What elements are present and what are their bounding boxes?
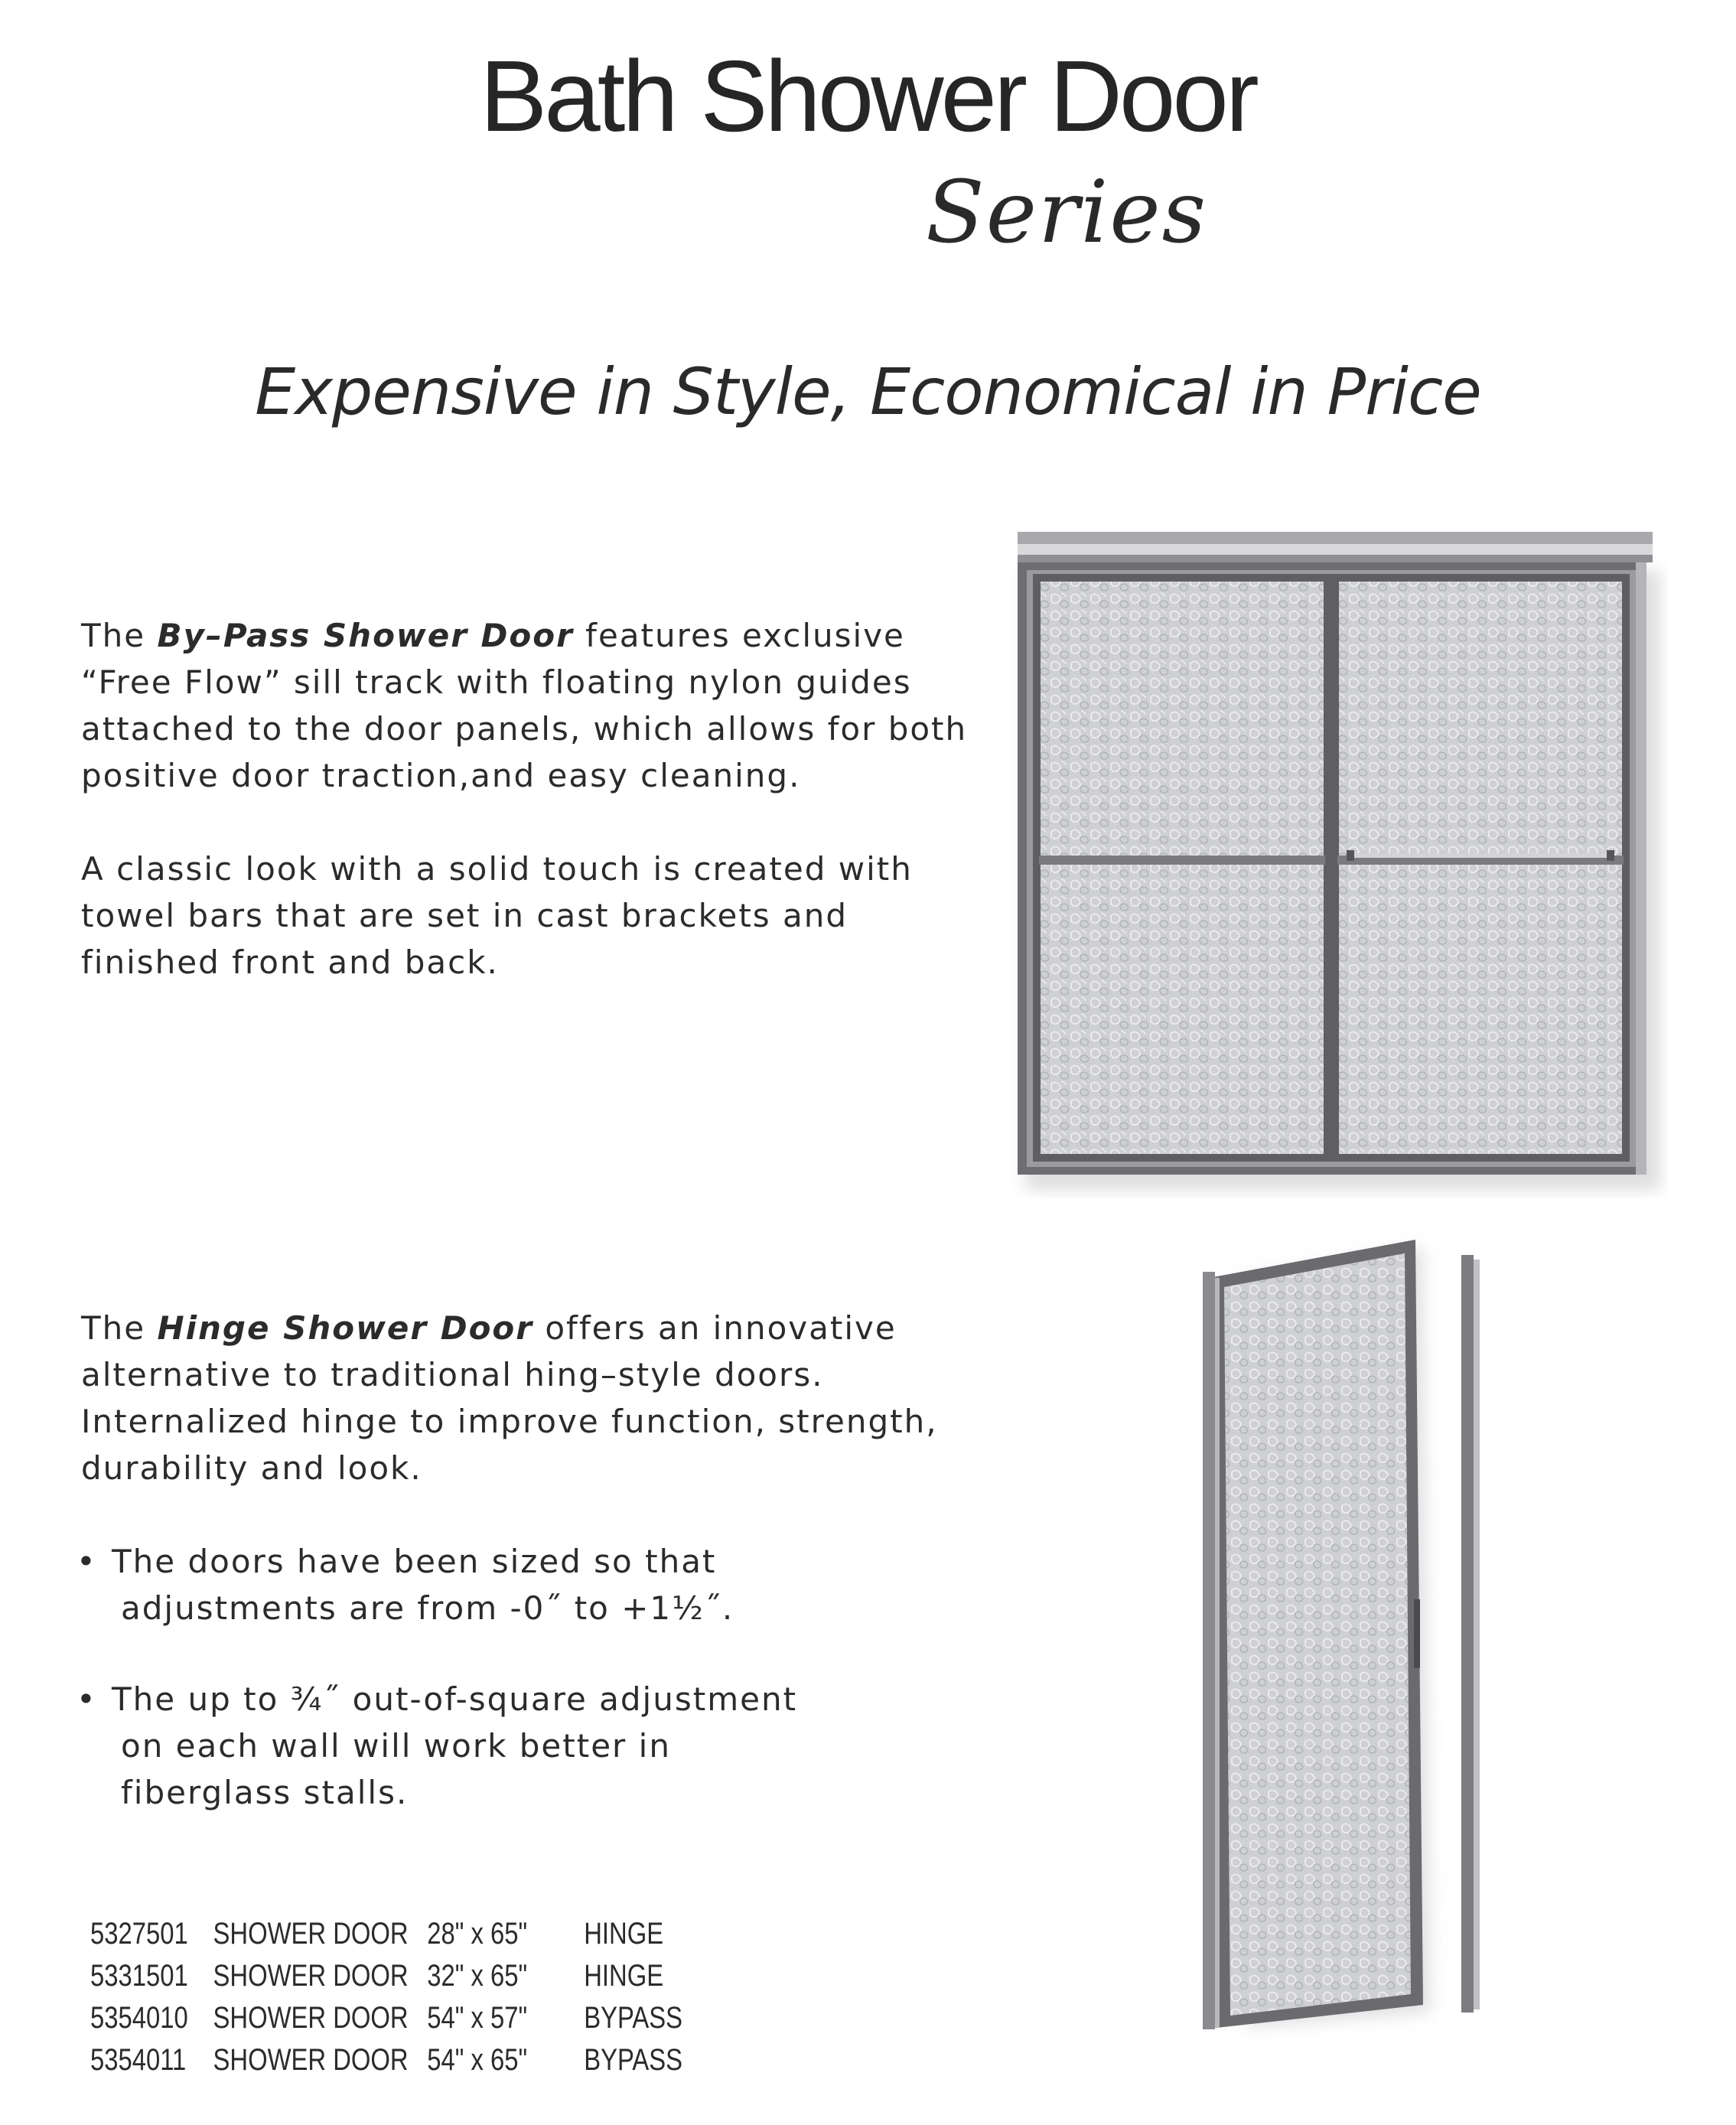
bypass-description-2: A classic look with a solid touch is created with towel bars that are set in cast brackets and finished front and back. bbox=[81, 850, 913, 981]
bypass-shower-door-icon bbox=[1010, 524, 1668, 1198]
series-subtitle: Series bbox=[926, 163, 1208, 262]
description-cell: SHOWER DOOR bbox=[213, 2001, 409, 2035]
table-row bbox=[90, 1955, 682, 1997]
hinge-bullet-2 bbox=[77, 1676, 918, 1821]
sku-cell: 5331501 bbox=[90, 1959, 188, 1993]
type-cell: BYPASS bbox=[584, 2001, 683, 2035]
type-cell: BYPASS bbox=[584, 2043, 683, 2077]
bullet-icon: • bbox=[77, 1680, 97, 1718]
tagline: Expensive in Style, Economical in Price bbox=[255, 354, 1481, 429]
description-cell: SHOWER DOOR bbox=[213, 1959, 409, 1993]
table-row bbox=[90, 2039, 682, 2081]
bypass-description bbox=[81, 612, 984, 799]
table-row bbox=[90, 1997, 682, 2039]
bullet-line: adjustments are from -0˝ to +1½˝. bbox=[121, 1589, 734, 1627]
size-cell: 32" x 65" bbox=[427, 1959, 528, 1993]
description-cell: SHOWER DOOR bbox=[213, 1917, 409, 1951]
bypass-intro-text: features exclusive “Free Flow” sill track with floating nylon guides attached to the door panels, which allows for both positive door traction,and easy cleaning. bbox=[81, 617, 968, 794]
description-cell: SHOWER DOOR bbox=[213, 2043, 409, 2077]
hinge-shower-door-icon bbox=[1194, 1232, 1515, 2043]
size-cell: 28" x 65" bbox=[427, 1917, 528, 1951]
hinge-product-name: Hinge Shower Door bbox=[157, 1309, 533, 1347]
type-cell: HINGE bbox=[584, 1959, 664, 1993]
size-cell: 54" x 65" bbox=[427, 2043, 528, 2077]
bullet-line: The doors have been sized so that bbox=[112, 1543, 717, 1580]
bullet-text bbox=[112, 1538, 877, 1631]
hinge-intro-prefix: The bbox=[81, 1309, 158, 1347]
bullet-line: on each wall will work better in bbox=[121, 1727, 671, 1765]
size-cell: 54" x 57" bbox=[427, 2001, 528, 2035]
bypass-intro-prefix: The bbox=[81, 617, 158, 654]
table-row bbox=[90, 1913, 682, 1955]
sku-cell: 5354011 bbox=[90, 2043, 187, 2077]
sku-cell: 5354010 bbox=[90, 2001, 188, 2035]
bullet-line: The up to ¾˝ out-of-square adjustment bbox=[112, 1680, 798, 1718]
bullet-icon: • bbox=[77, 1543, 97, 1580]
bullet-text bbox=[112, 1676, 877, 1816]
type-cell: HINGE bbox=[584, 1917, 664, 1951]
hinge-intro-text: offers an innovative alternative to traditional hing–style doors. Internalized hinge to improve function, strength, durability and look. bbox=[81, 1309, 938, 1487]
product-table bbox=[90, 1913, 682, 2081]
hinge-bullet-1 bbox=[77, 1538, 918, 1638]
bullet-line: fiberglass stalls. bbox=[121, 1774, 409, 1811]
page-title: Bath Shower Door bbox=[480, 40, 1256, 152]
hinge-description bbox=[81, 1305, 999, 1491]
sku-cell: 5327501 bbox=[90, 1917, 188, 1951]
bypass-product-name: By–Pass Shower Door bbox=[157, 617, 574, 654]
